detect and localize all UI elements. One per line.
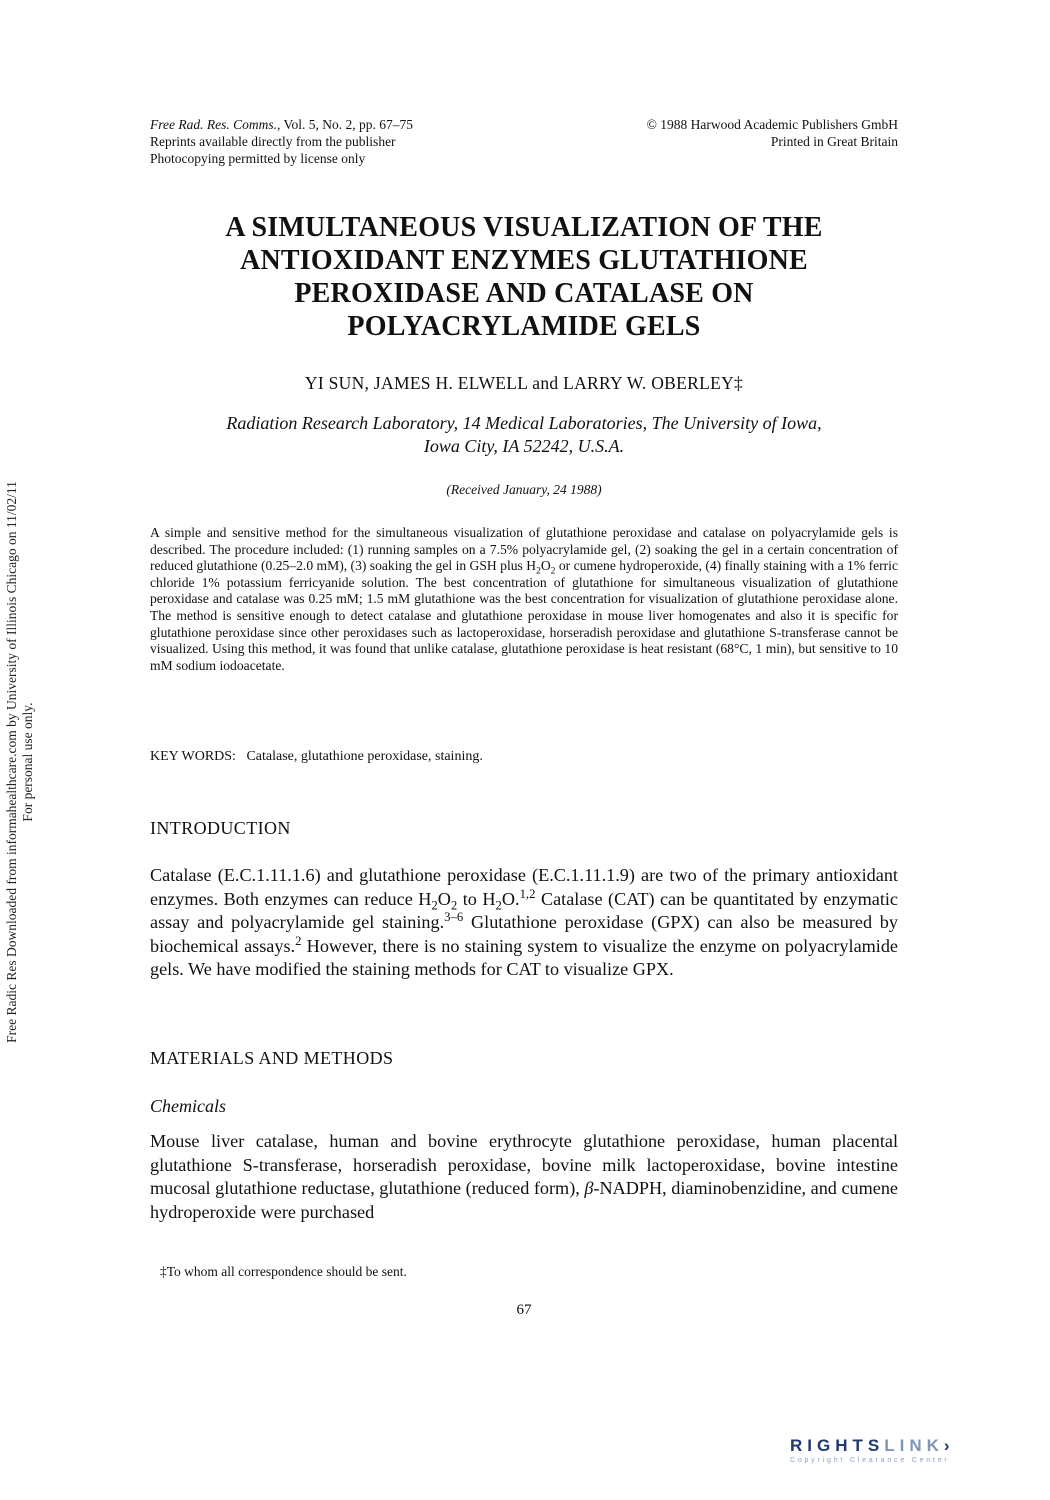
citation-line-3: Photocopying permitted by license only [150,151,366,166]
logo-wordmark: RIGHTSLINK› [790,1436,955,1455]
section-heading-materials: MATERIALS AND METHODS [150,1048,394,1068]
copyright-line: © 1988 Harwood Academic Publishers GmbH [646,117,898,132]
printed-line: Printed in Great Britain [770,134,898,149]
section-heading-introduction: INTRODUCTION [150,818,291,838]
watermark-text: Free Radic Res Downloaded from informahealthcare.com by University of Illinois Chicago on 11/02/11 For personal use only. [4,481,35,1043]
paper-title [150,211,898,343]
journal-citation [150,116,550,167]
title-line: ANTIOXIDANT ENZYMES GLUTATHIONE [240,245,808,276]
authors: YI SUN, JAMES H. ELWELL and LARRY W. OBERLEY‡ [304,373,744,393]
journal-name: Free Rad. Res. Comms. [150,117,277,132]
keywords [150,749,898,765]
footnote: ‡To whom all correspondence should be sent. [160,1264,407,1279]
subsection-heading-chemicals: Chemicals [150,1096,226,1116]
keywords-label: KEY WORDS: [150,749,236,764]
abstract: A simple and sensitive method for the simultaneous visualization of glutathione peroxidase and catalase on polyacrylamide gels is described. The procedure included: (1) running samples on a 7.5% polyacrylamide gel, (2) soaking the gel in a certain concentration of reduced glutathione (0.25–2.0 mM), (3) soaking the gel in GSH plus $H_2O_2$ or cumene hydroperoxide, (4) finally staining with a 1% ferric chloride 1% potassium ferricyanide solution. The best concentration of glutathione for simultaneous visualization of glutathione peroxidase and catalase was 0.25 mM; 1.5 mM glutathione was the best concentration for visualization of glutathione peroxidase alone. The method is sensitive enough to detect catalase and glutathione peroxidase in mouse liver homogenates and also it is specific for glutathione peroxidase since other peroxidases such as lactoperoxidase, horseradish peroxidase and glutathione S-transferase cannot be visualized. Using this method, it was found that unlike catalase, glutathione peroxidase is heat resistant (68°C, 1 min), but sensitive to 10 mM sodium iodoacetate. [150,525,898,673]
download-watermark [0,0,40,1500]
page-number: 67 [516,1302,532,1318]
keywords-value: Catalase, glutathione peroxidase, staining. [246,749,483,764]
introduction-paragraph: Catalase (E.C.1.11.1.6) and glutathione peroxidase (E.C.1.11.1.9) are two of the primary antioxidant enzymes. Both enzymes can reduce $H_2O_2$ to $H_2O.^{1,2}$ Catalase (CAT) can be quantitated by enzymatic assay and polyacrylamide gel staining.$^{3-6}$ Glutathione peroxidase (GPX) can also be measured by biochemical assays.$^2$ However, there is no staining system to visualize the enzyme on polyacrylamide gels. We have modified the staining methods for CAT to visualize GPX. [150,865,899,979]
logo-subtitle: Copyright Clearance Center [790,1457,950,1464]
affiliation-line: Iowa City, IA 52242, U.S.A. [423,436,625,456]
citation-line-2: Reprints available directly from the publisher [150,134,396,149]
citation-line-1: Free Rad. Res. Comms., Vol. 5, No. 2, pp. 67–75 [150,117,413,132]
affiliation [150,412,898,458]
affiliation-line: Radiation Research Laboratory, 14 Medical Laboratories, The University of Iowa, [226,413,822,433]
rightslink-logo[interactable] [790,1436,1030,1476]
chemicals-paragraph: Mouse liver catalase, human and bovine erythrocyte glutathione peroxidase, human placental glutathione S-transferase, horseradish peroxidase, bovine milk lactoperoxidase, bovine intestine mucosal glutathione reductase, glutathione (reduced form), β-NADPH, diaminobenzidine, and cumene hydroperoxide were purchased [150,1131,898,1222]
title-line: PEROXIDASE AND CATALASE ON [294,278,754,309]
title-line: POLYACRYLAMIDE GELS [347,311,701,342]
received-date: (Received January, 24 1988) [446,482,602,497]
title-line: A SIMULTANEOUS VISUALIZATION OF THE [225,212,823,243]
chevron-right-icon: › [943,1436,955,1455]
copyright-notice [538,116,898,150]
